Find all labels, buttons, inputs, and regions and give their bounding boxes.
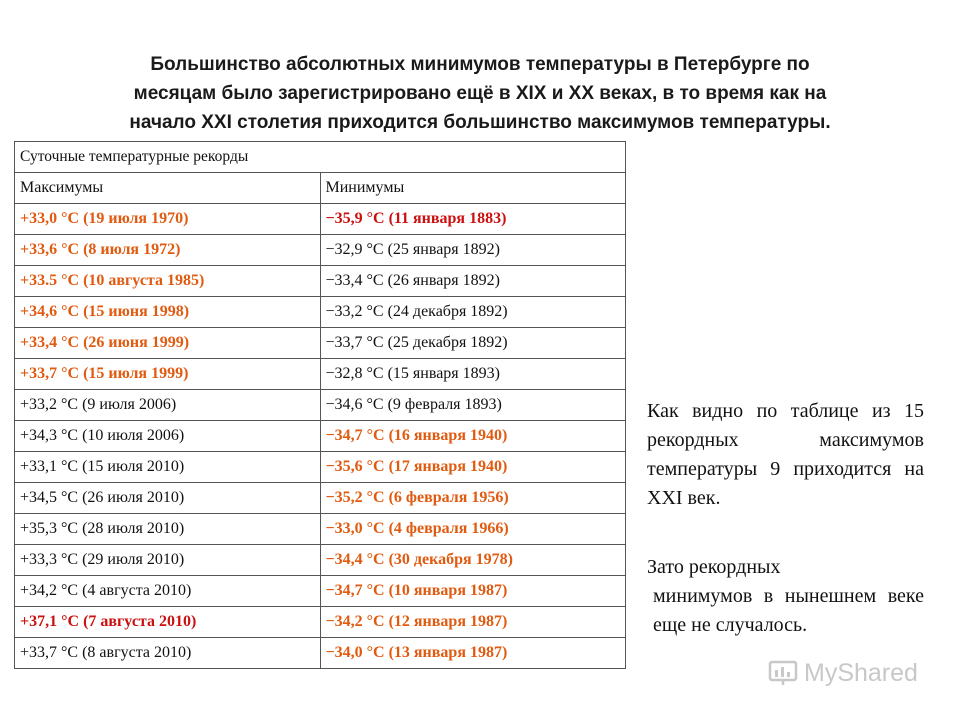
table-row xyxy=(15,266,626,297)
table-row xyxy=(15,576,626,607)
max-record-cell: +34,3 °C (10 июля 2006) xyxy=(15,421,321,452)
min-record-cell: −33,7 °C (25 декабря 1892) xyxy=(320,328,626,359)
max-record-cell: +34,6 °C (15 июня 1998) xyxy=(15,297,321,328)
table-row xyxy=(15,235,626,266)
min-record-cell: −35,9 °C (11 января 1883) xyxy=(320,204,626,235)
max-record-cell: +33,7 °C (8 августа 2010) xyxy=(15,638,321,669)
watermark-text: MyShared xyxy=(804,658,918,687)
max-record-cell: +34,5 °C (26 июля 2010) xyxy=(15,483,321,514)
presentation-icon xyxy=(768,658,798,688)
min-record-cell: −34,6 °C (9 февраля 1893) xyxy=(320,390,626,421)
min-record-cell: −35,6 °C (17 января 1940) xyxy=(320,452,626,483)
table-header-row xyxy=(15,173,626,204)
table-row xyxy=(15,204,626,235)
table-row xyxy=(15,514,626,545)
max-record-cell: +33,6 °C (8 июля 1972) xyxy=(15,235,321,266)
slide-title xyxy=(60,50,900,137)
max-record-cell: +33,0 °C (19 июля 1970) xyxy=(15,204,321,235)
note-paragraph-2 xyxy=(647,553,924,640)
min-record-cell: −33,2 °C (24 декабря 1892) xyxy=(320,297,626,328)
table-row xyxy=(15,328,626,359)
min-record-cell: −34,2 °C (12 января 1987) xyxy=(320,607,626,638)
column-header-min: Минимумы xyxy=(320,173,626,204)
min-record-cell: −34,0 °C (13 января 1987) xyxy=(320,638,626,669)
max-record-cell: +33,7 °C (15 июля 1999) xyxy=(15,359,321,390)
table-row xyxy=(15,483,626,514)
min-record-cell: −34,7 °C (10 января 1987) xyxy=(320,576,626,607)
table-row xyxy=(15,545,626,576)
max-record-cell: +33,1 °C (15 июля 2010) xyxy=(15,452,321,483)
title-line-2: месяцам было зарегистрировано ещё в XIX и XX веках, в то время как на xyxy=(133,83,827,104)
title-line-3: начало XXI столетия приходится большинство максимумов температуры. xyxy=(129,112,831,133)
table-row xyxy=(15,638,626,669)
note-paragraph-2-line-2: минимумов в нынешнем веке еще не случалось. xyxy=(653,585,924,636)
max-record-cell: +37,1 °C (7 августа 2010) xyxy=(15,607,321,638)
max-record-cell: +35,3 °C (28 июля 2010) xyxy=(15,514,321,545)
max-record-cell: +33,2 °C (9 июля 2006) xyxy=(15,390,321,421)
min-record-cell: −35,2 °C (6 февраля 1956) xyxy=(320,483,626,514)
max-record-cell: +33,4 °C (26 июня 1999) xyxy=(15,328,321,359)
min-record-cell: −34,7 °C (16 января 1940) xyxy=(320,421,626,452)
title-line-1: Большинство абсолютных минимумов температуры в Петербурге по xyxy=(150,54,810,75)
max-record-cell: +33.5 °C (10 августа 1985) xyxy=(15,266,321,297)
min-record-cell: −34,4 °C (30 декабря 1978) xyxy=(320,545,626,576)
column-header-max: Максимумы xyxy=(15,173,321,204)
records-table xyxy=(14,141,626,669)
min-record-cell: −33,4 °C (26 января 1892) xyxy=(320,266,626,297)
note-paragraph-1: Как видно по таблице из 15 рекордных максимумов температуры 9 приходится на XXI век. xyxy=(647,400,924,509)
min-record-cell: −32,9 °C (25 января 1892) xyxy=(320,235,626,266)
table-caption: Суточные температурные рекорды xyxy=(15,142,626,173)
table-row xyxy=(15,452,626,483)
table-row xyxy=(15,297,626,328)
watermark-logo xyxy=(768,655,928,691)
table-row xyxy=(15,359,626,390)
min-record-cell: −33,0 °C (4 февраля 1966) xyxy=(320,514,626,545)
table-row xyxy=(15,390,626,421)
min-record-cell: −32,8 °C (15 января 1893) xyxy=(320,359,626,390)
table-caption-row xyxy=(15,142,626,173)
table-row xyxy=(15,421,626,452)
table-row xyxy=(15,607,626,638)
max-record-cell: +33,3 °C (29 июля 2010) xyxy=(15,545,321,576)
max-record-cell: +34,2 °C (4 августа 2010) xyxy=(15,576,321,607)
note-paragraph-2-line-1: Зато рекордных xyxy=(647,556,781,578)
